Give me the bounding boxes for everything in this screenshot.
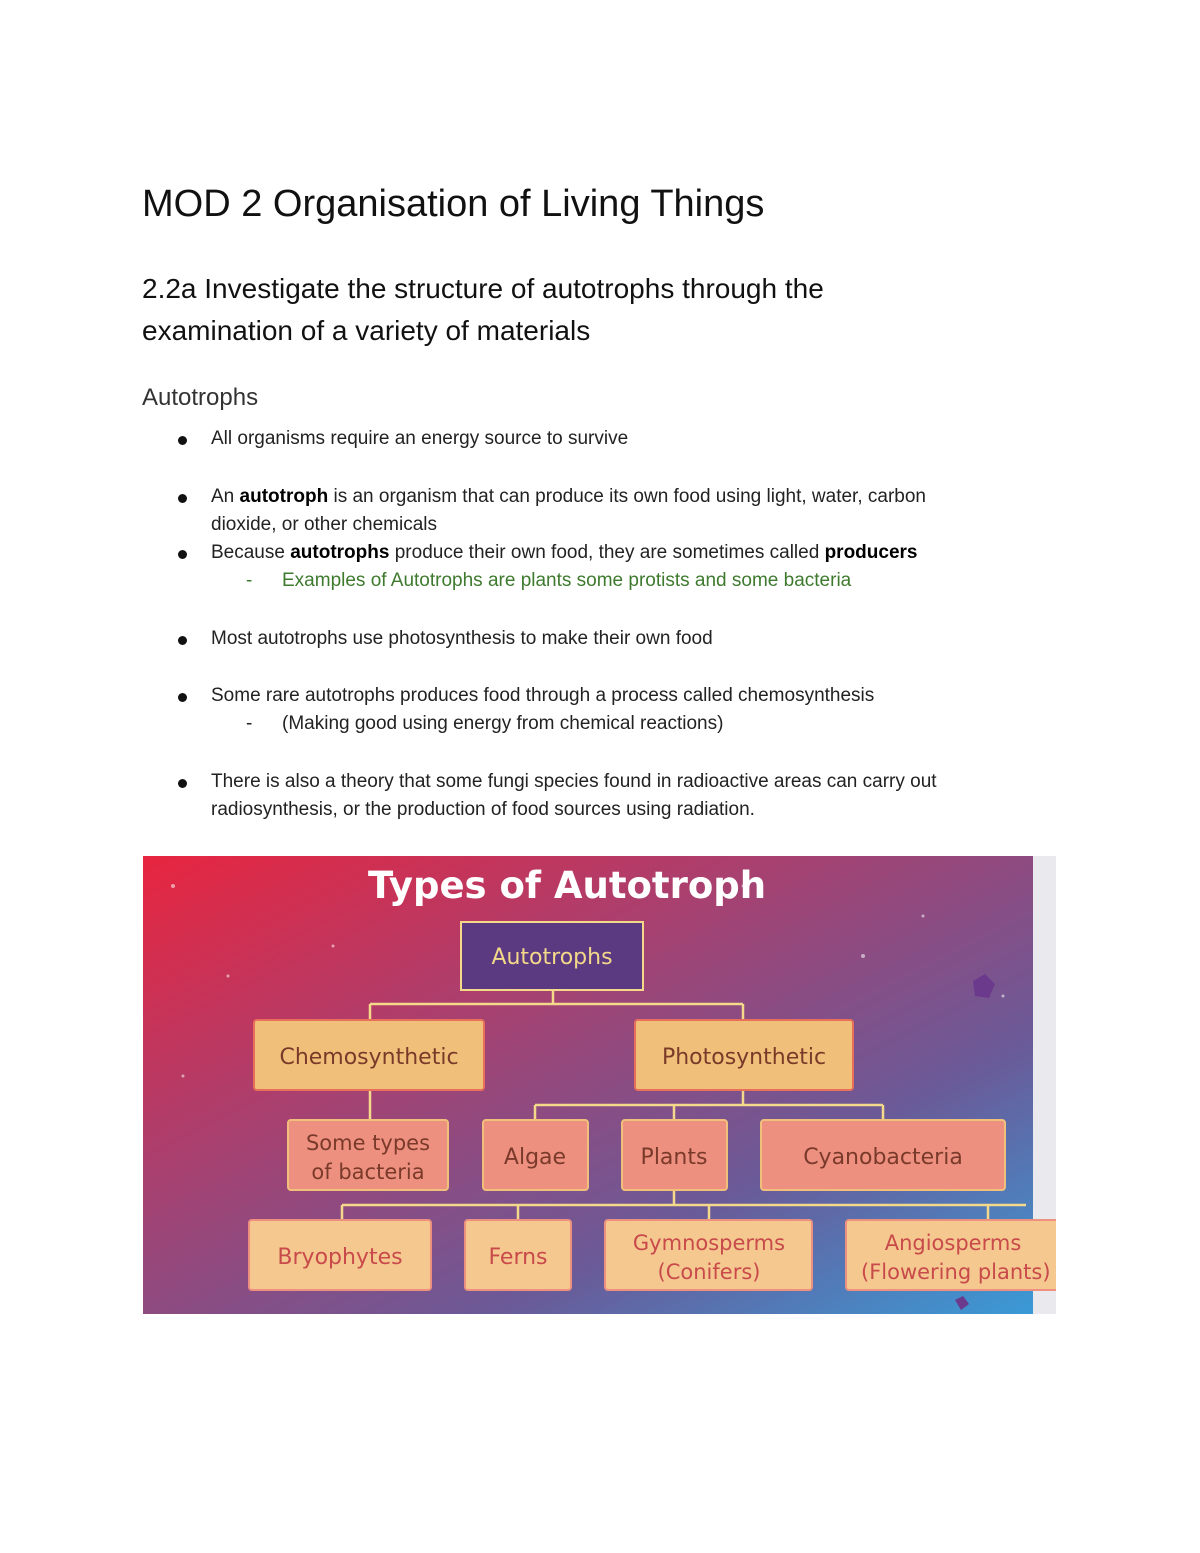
bullet-text: All organisms require an energy source to survive <box>211 428 629 449</box>
bullet-text-part: Because <box>211 542 291 563</box>
subtitle-line-2: examination of a variety of materials <box>142 315 591 346</box>
bullet-text-part: produce their own food, they are sometimes called <box>389 542 825 563</box>
dash-marker: - <box>246 713 253 734</box>
node-photosynthetic-label: Photosynthetic <box>661 1045 827 1070</box>
subtitle-line-1: 2.2a Investigate the structure of autotrophs through the <box>142 273 824 304</box>
bullet-text: Some rare autotrophs produces food through a process called chemosynthesis <box>211 685 875 706</box>
bullet-dot-icon <box>178 550 187 559</box>
bullet-dot-icon <box>178 494 187 503</box>
node-gymnosperms-label-1: Gymnosperms <box>632 1231 786 1255</box>
bullet-text-part: is an organism that can produce its own food using light, water, carbon <box>328 486 926 507</box>
bullet-text: Most autotrophs use photosynthesis to make their own food <box>211 628 713 649</box>
bullet-dot-icon <box>178 779 187 788</box>
bullet-text-part: There is also a theory that some fungi species found in radioactive areas can carry out <box>211 771 937 792</box>
node-cyanobacteria-label: Cyanobacteria <box>803 1145 963 1170</box>
bullet-text <box>211 768 1061 824</box>
dash-marker: - <box>246 570 253 591</box>
node-plants-label: Plants <box>640 1145 708 1170</box>
bullet-text-part: An <box>211 486 240 507</box>
bullet-text <box>211 539 1061 567</box>
diagram-canvas <box>143 856 1056 1314</box>
bullet-dot-icon <box>178 693 187 702</box>
section-heading: Autotrophs <box>142 384 259 411</box>
bullet-text-part: dioxide, or other chemicals <box>211 514 437 535</box>
bullet-text <box>211 483 1061 539</box>
bullet-dot-icon <box>178 636 187 645</box>
node-angiosperms-label-2: (Flowering plants) <box>861 1260 1051 1284</box>
bullet-text-part: radiosynthesis, or the production of food sources using radiation. <box>211 799 755 820</box>
node-algae-label: Algae <box>503 1145 567 1170</box>
node-angiosperms-label-1: Angiosperms <box>884 1231 1022 1255</box>
bold-term: autotrophs <box>290 542 390 563</box>
node-bacteria-label-2: of bacteria <box>311 1160 425 1184</box>
node-bryophytes-label: Bryophytes <box>277 1245 403 1270</box>
section-subtitle <box>142 268 1042 352</box>
bullet-dot-icon <box>178 436 187 445</box>
document-title: MOD 2 Organisation of Living Things <box>142 183 765 225</box>
node-bacteria-label-1: Some types <box>305 1131 431 1155</box>
node-ferns-label: Ferns <box>488 1245 548 1270</box>
node-autotrophs-label: Autotrophs <box>491 945 613 970</box>
autotroph-types-diagram <box>143 856 1056 1314</box>
sub-bullet-text: Examples of Autotrophs are plants some protists and some bacteria <box>282 570 852 591</box>
diagram-title: Types of Autotroph <box>368 864 767 907</box>
node-gymnosperms-label-2: (Conifers) <box>657 1260 761 1284</box>
bold-term: autotroph <box>239 486 329 507</box>
bold-term: producers <box>824 542 918 563</box>
sub-bullet-text: (Making good using energy from chemical reactions) <box>282 713 724 734</box>
node-chemosynthetic-label: Chemosynthetic <box>279 1045 459 1070</box>
